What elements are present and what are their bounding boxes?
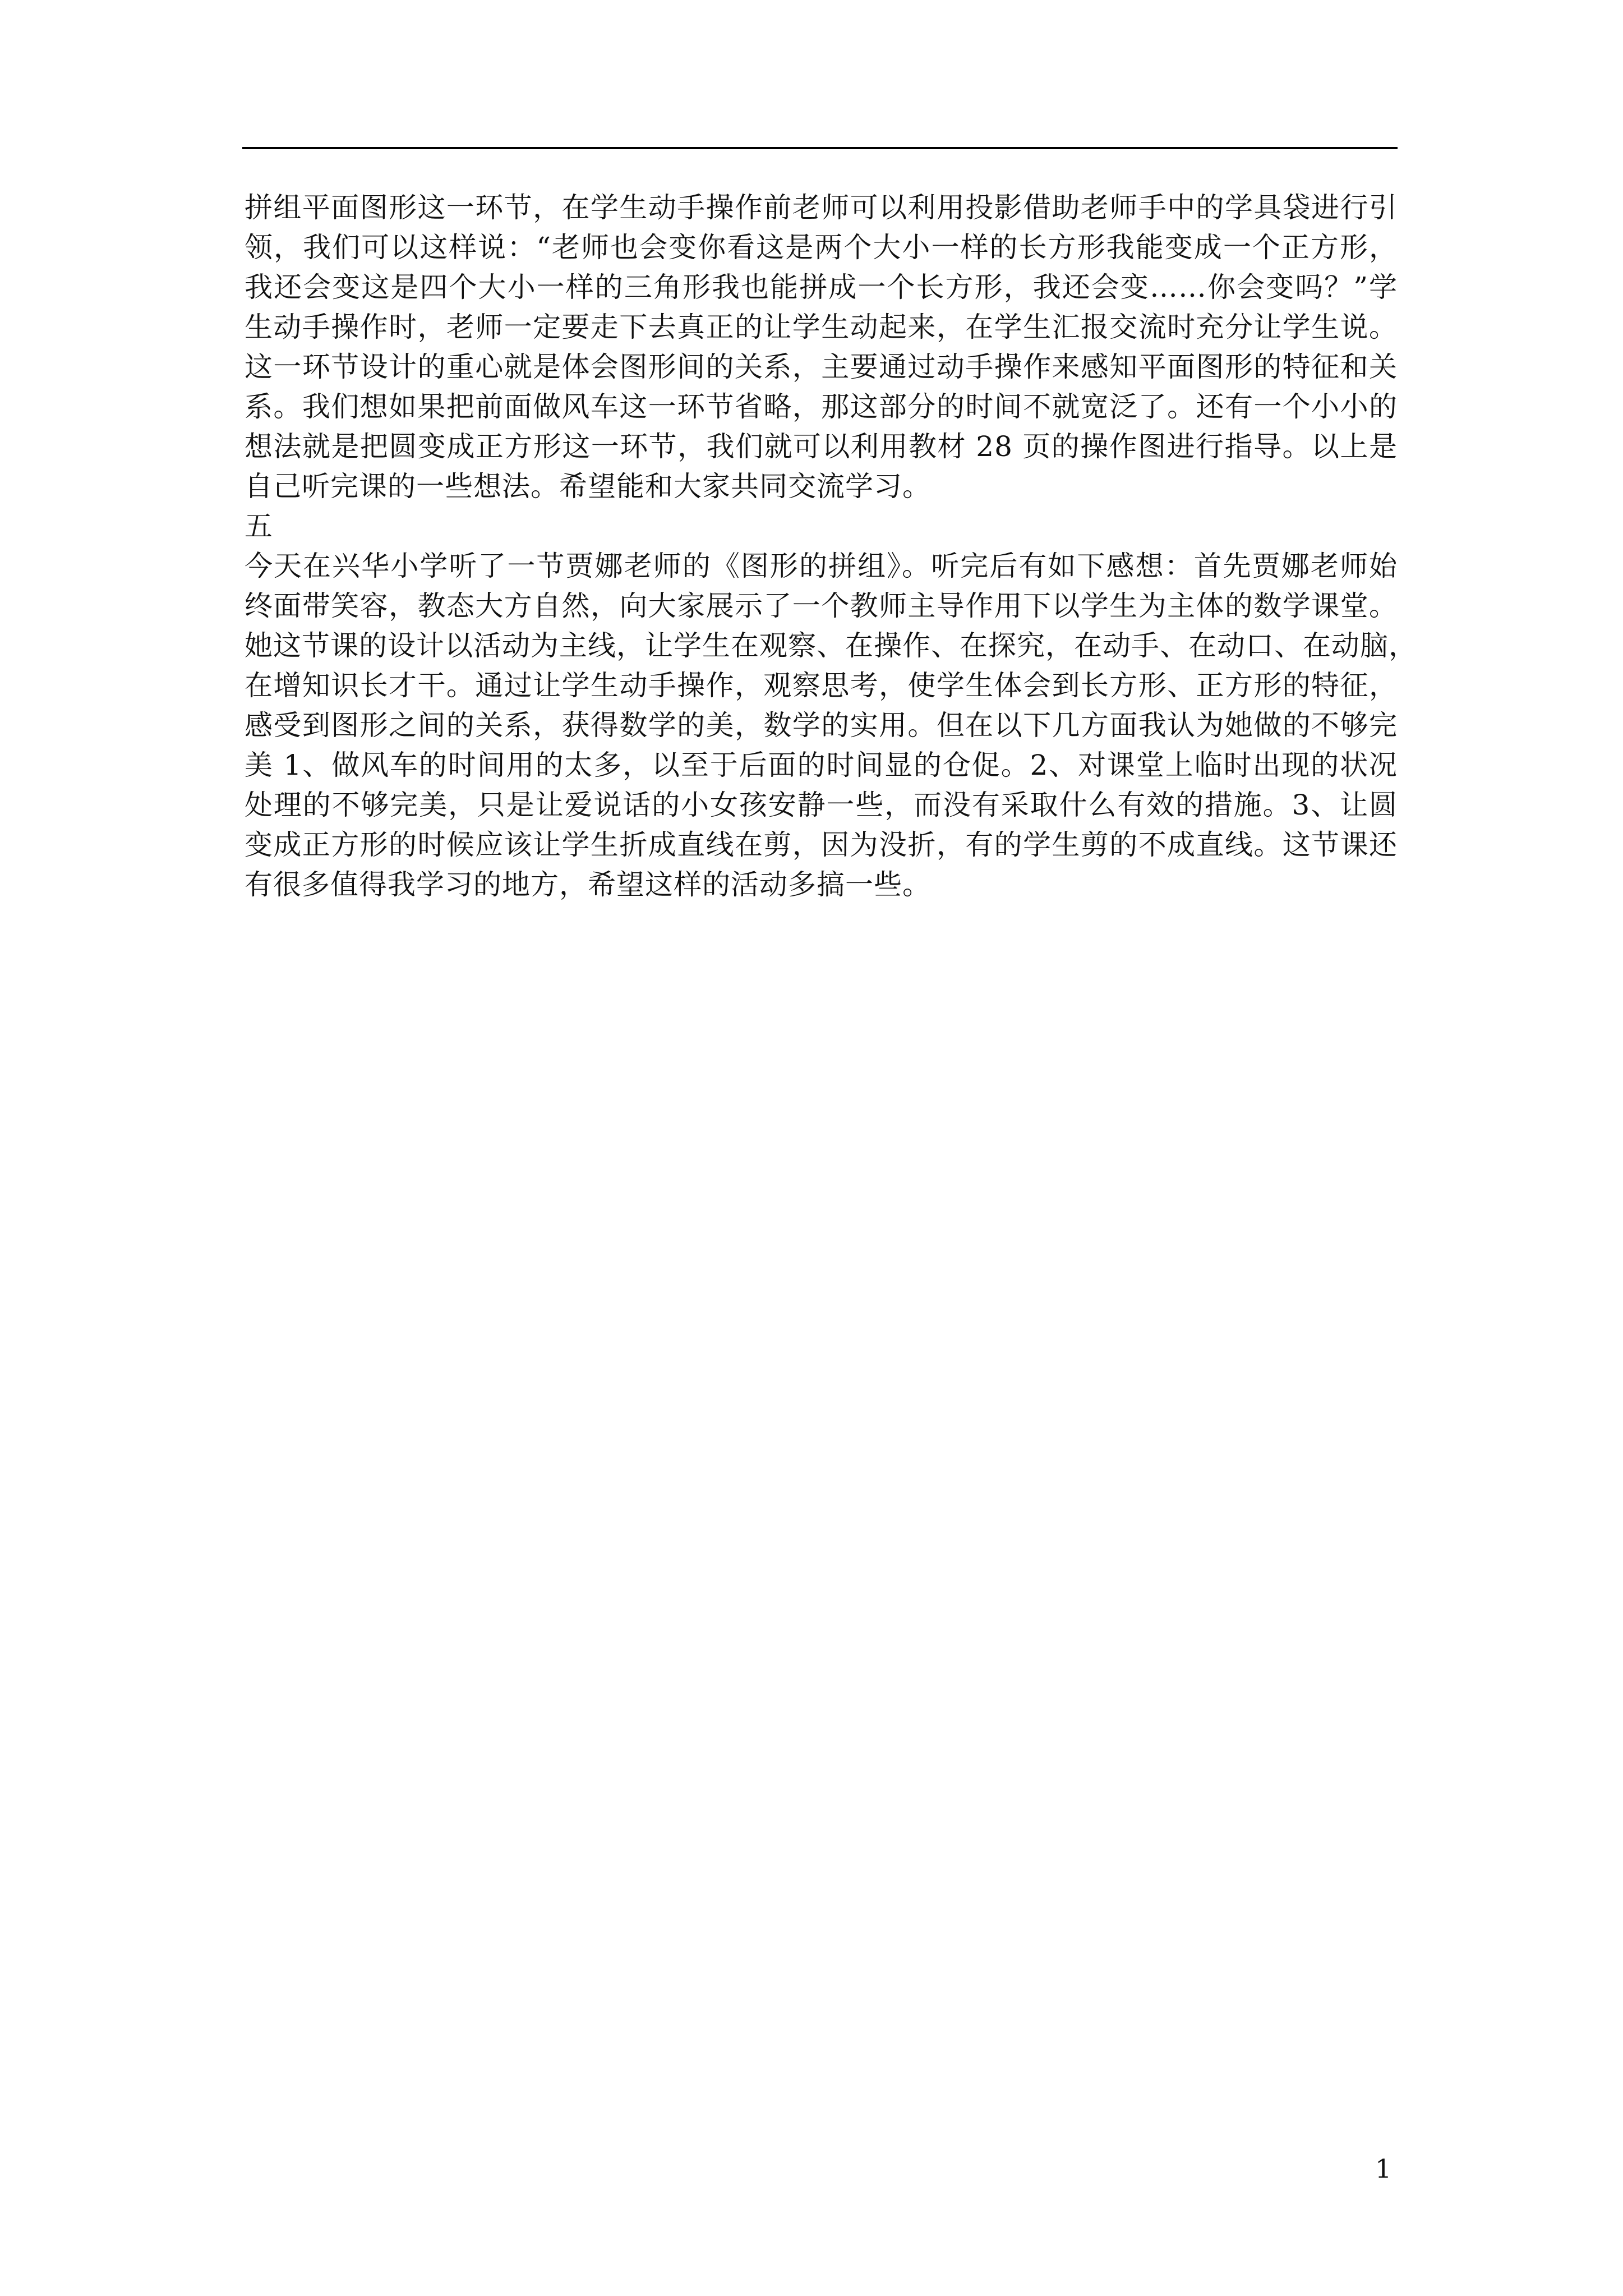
text-line: 拼组平面图形这一环节，在学生动手操作前老师可以利用投影借助老师手中的学具袋进行引 [245, 191, 1398, 224]
text-line: 处理的不够完美，只是让爱说话的小女孩安静一些，而没有采取什么有效的措施。3、让圆 [245, 789, 1398, 821]
paragraph-reflection-five [245, 546, 1417, 905]
text-line: 变成正方形的时候应该让学生折成直线在剪，因为没折，有的学生剪的不成直线。这节课还 [245, 829, 1398, 861]
section-number: 五 [245, 510, 273, 542]
text-line: 生动手操作时，老师一定要走下去真正的让学生动起来，在学生汇报交流时充分让学生说。 [245, 311, 1398, 343]
text-line: 自己听完课的一些想法。希望能和大家共同交流学习。 [245, 470, 931, 503]
text-line: 终面带笑容，教态大方自然，向大家展示了一个教师主导作用下以学生为主体的数学课堂。 [245, 590, 1398, 622]
text-line: 有很多值得我学习的地方，希望这样的活动多搞一些。 [245, 868, 931, 901]
text-line: 系。我们想如果把前面做风车这一环节省略，那这部分的时间不就宽泛了。还有一个小小的 [245, 390, 1398, 423]
text-line: 美 1、做风车的时间用的太多，以至于后面的时间显的仓促。2、对课堂上临时出现的状况 [245, 749, 1398, 781]
section-heading-five [245, 507, 1398, 546]
text-line: 在增知识长才干。通过让学生动手操作，观察思考，使学生体会到长方形、正方形的特征， [245, 669, 1398, 702]
text-line: 领，我们可以这样说：“老师也会变你看这是两个大小一样的长方形我能变成一个正方形， [245, 231, 1398, 264]
text-line: 想法就是把圆变成正方形这一环节，我们就可以利用教材 28 页的操作图进行指导。以上是 [245, 430, 1398, 463]
paragraph-reflection-four [245, 188, 1398, 507]
page-number: 1 [1375, 2154, 1392, 2184]
text-line: 感受到图形之间的关系，获得数学的美，数学的实用。但在以下几方面我认为她做的不够完 [245, 709, 1398, 742]
text-line: 这一环节设计的重心就是体会图形间的关系，主要通过动手操作来感知平面图形的特征和关 [245, 351, 1398, 383]
text-line: 今天在兴华小学听了一节贾娜老师的《图形的拼组》。听完后有如下感想：首先贾娜老师始 [245, 550, 1398, 582]
header-rule [242, 147, 1398, 149]
text-line: 她这节课的设计以活动为主线，让学生在观察、在操作、在探究，在动手、在动口、在动脑， [245, 629, 1417, 662]
document-body [245, 188, 1417, 905]
text-line: 我还会变这是四个大小一样的三角形我也能拼成一个长方形，我还会变……你会变吗？”学 [245, 271, 1398, 303]
